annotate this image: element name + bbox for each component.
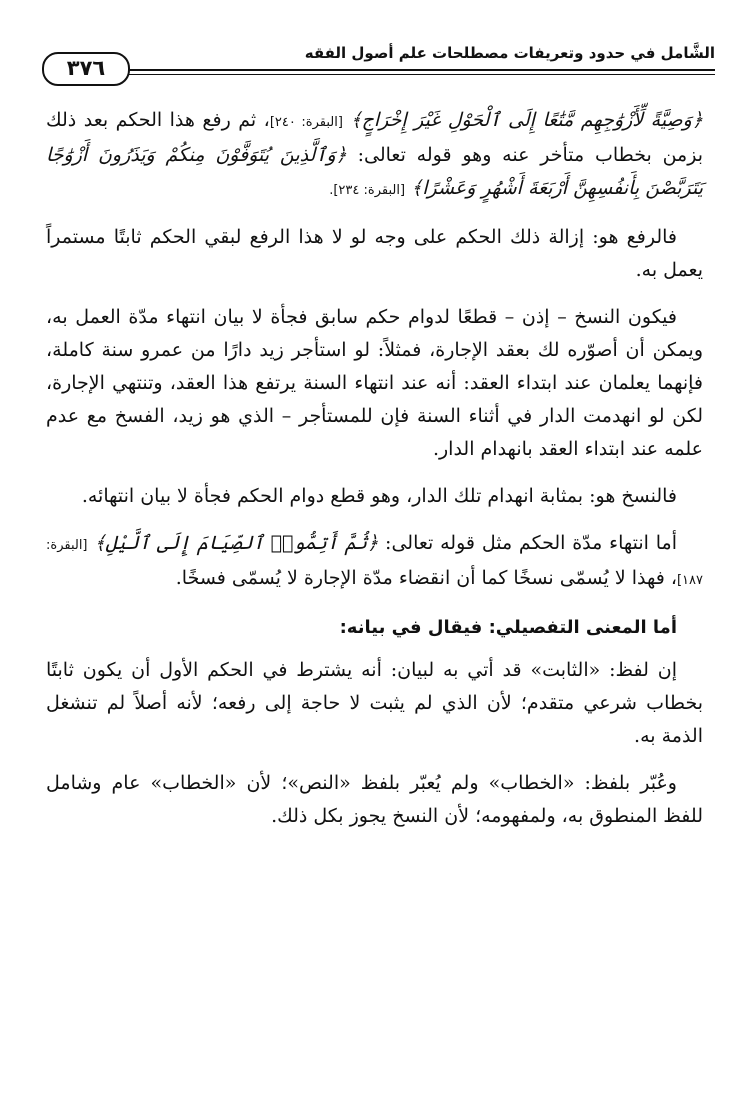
header-rule-thin: [126, 74, 715, 75]
quran-verse: ﴿وَٱلَّذِينَ يُتَوَفَّوْنَ مِنكُمْ وَيَذَرُونَ أَزْوَٰجًا يَتَرَبَّصْنَ بِأَنفُسِهِنَّ أَرْبَعَةَ أَشْهُرٍ وَعَشْرًا﴾: [46, 144, 703, 199]
quran-verse: ﴿وَصِيَّةً لِّأَزْوَٰجِهِم مَّتَٰعًا إِلَى ٱلْحَوْلِ غَيْرَ إِخْرَاجٍ﴾: [350, 109, 703, 131]
paragraph: إن لفظ: «الثابت» قد أتي به لبيان: أنه يشترط في الحكم الأول أن يكون ثابتًا بخطاب شرعي متقدم؛ لأن الذي لم يثبت لا حاجة إلى رفعه؛ لأنه أصلاً لم تنشغل الذمة به.: [46, 659, 703, 747]
quran-verse: ﴿ثُمَّ أَتِمُّوا۟ ٱلصِّيَامَ إِلَى ٱلَّيْلِ﴾: [94, 532, 379, 554]
page-header: [42, 38, 715, 90]
section-heading: أما المعنى التفصيلي: فيقال في بيانه:: [339, 617, 677, 638]
book-title: الشَّامل في حدود وتعريفات مصطلحات علم أصول الفقه: [304, 44, 715, 62]
paragraph-text: ، ثم رفع هذا الحكم بعد ذلك بزمن بخطاب متأخر عنه وهو قوله تعالى:: [46, 109, 703, 166]
paragraph: فالنسخ هو: بمثابة انهدام تلك الدار، وهو قطع دوام الحكم فجأة لا بيان انتهائه.: [81, 485, 677, 507]
verse-reference: [البقرة: ٢٣٤].: [329, 183, 406, 198]
paragraph-text: أما انتهاء مدّة الحكم مثل قوله تعالى:: [378, 532, 677, 554]
header-rule: [126, 69, 715, 71]
paragraph: وعُبّر بلفظ: «الخطاب» ولم يُعبّر بلفظ «النص»؛ لأن «الخطاب» عام وشامل للفظ المنطوق به، ولمفهومه؛ لأن النسخ يجوز بكل ذلك.: [46, 772, 703, 827]
paragraph-text: ، فهذا لا يُسمّى نسخًا كما أن انقضاء مدّة الإجارة لا يُسمّى فسخًا.: [175, 567, 677, 589]
page-number: ٣٧٦: [42, 52, 130, 86]
paragraph: فيكون النسخ – إذن – قطعًا لدوام حكم سابق فجأة لا بيان انتهاء مدّة العمل به، ويمكن أن أصوّره لك بعقد الإجارة، فمثلاً: لو استأجر زيد دارًا من عمرو سنة كاملة، فإنهما يعلمان عند ابتداء العقد: أنه عند انتهاء السنة يرتفع هذا العقد، وتنتهي الإجارة، لكن لو انهدمت الدار في أثناء السنة فإن للمستأجر – الذي هو زيد، الفسخ مع عدم علمه عند ابتداء العقد بانهدام الدار.: [46, 306, 703, 460]
verse-reference: [البقرة: ٢٤٠]: [269, 115, 343, 130]
verse-reference: [البقرة: ١٨٧]: [46, 538, 703, 588]
paragraph: [46, 104, 703, 207]
paragraph: فالرفع هو: إزالة ذلك الحكم على وجه لو لا هذا الرفع لبقي الحكم ثابتًا مستمراً يعمل به.: [46, 226, 703, 281]
paragraph: [46, 527, 703, 597]
page-body: [46, 104, 703, 847]
